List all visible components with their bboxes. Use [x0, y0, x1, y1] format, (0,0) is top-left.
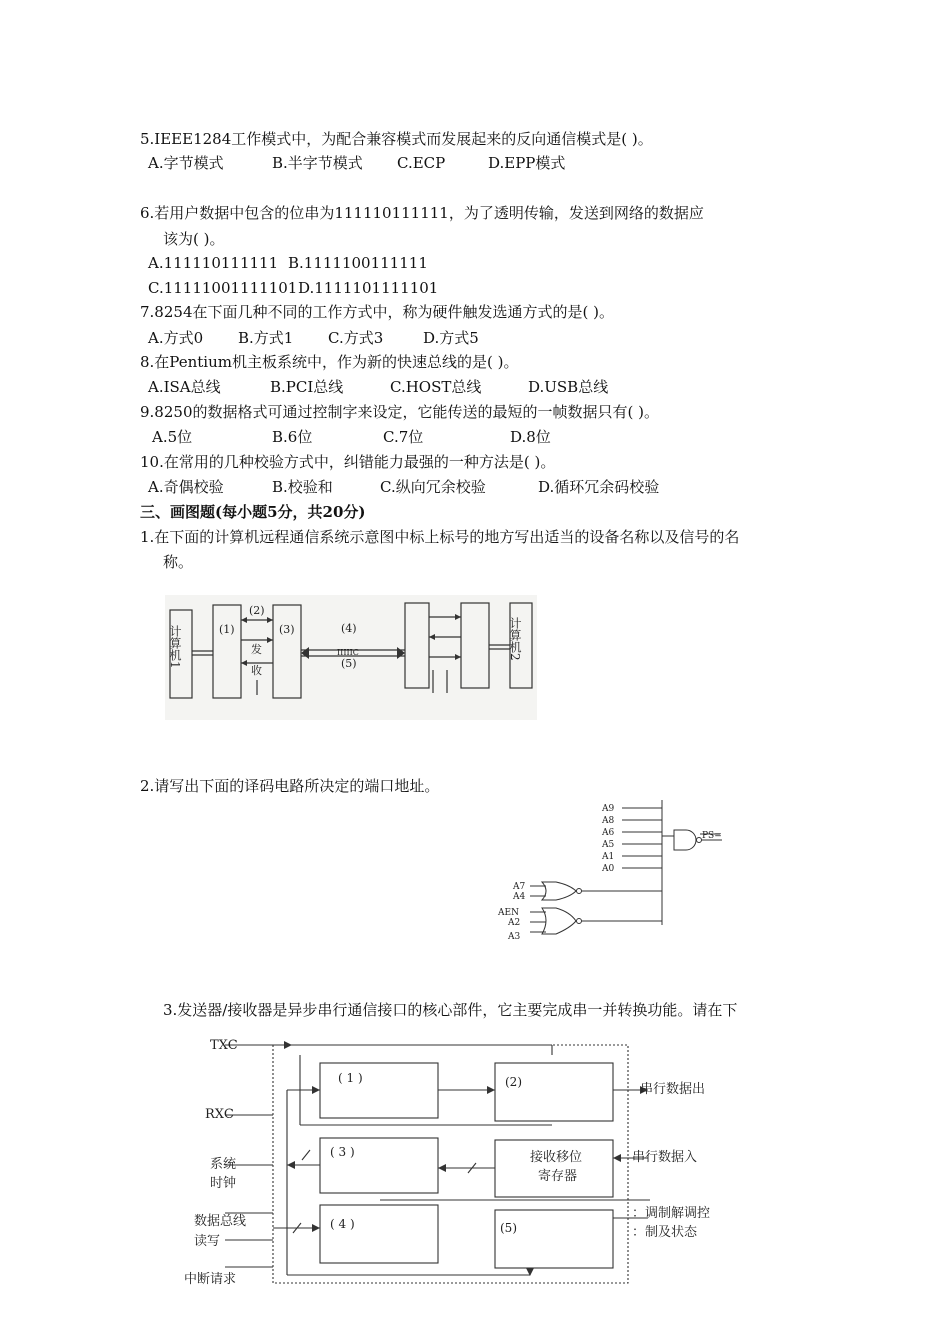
fig3-label-box1: ( 1 )	[338, 1071, 363, 1085]
q7-option-a: A.方式0	[148, 329, 204, 347]
q5-option-d: D.EPP模式	[488, 154, 566, 172]
fig3-box2	[495, 1063, 613, 1121]
fig2-label-a9: A9	[602, 804, 615, 814]
q7-stem: 7.8254在下面几种不同的工作方式中，称为硬件触发选通方式的是( )。	[140, 303, 614, 321]
q9-option-c: C.7位	[383, 428, 424, 446]
s3-q3: 3.发送器/接收器是异步串行通信接口的核心部件，它主要完成串一并转换功能。请在下	[163, 1001, 738, 1019]
fig3-label-sys-clock-1: 系统	[210, 1157, 237, 1172]
s3-q1-line2: 称。	[163, 553, 194, 571]
q10-option-a: A.奇偶校验	[148, 478, 224, 496]
q9-option-a: A.5位	[152, 428, 193, 446]
fig3-box5	[495, 1210, 613, 1268]
fig3-label-serial-out: 串行数据出	[640, 1082, 706, 1097]
q10-option-c: C.纵向冗余校验	[380, 478, 486, 496]
fig2-or-gate-2	[542, 908, 576, 934]
fig1-label-send: 发	[251, 643, 262, 656]
q8-option-c: C.HOST总线	[390, 378, 482, 396]
fig2-label-aen: AEN	[498, 908, 519, 918]
q8-option-b: B.PCI总线	[270, 378, 344, 396]
fig2-label-a8: A8	[602, 816, 615, 826]
fig1-label-computer2: 计算机2	[508, 617, 522, 661]
fig1-label-5: (5)	[341, 657, 357, 670]
fig3-label-rx-shift-1: 接收移位	[530, 1150, 583, 1165]
section3-title: 三、画图题(每小题5分，共20分)	[140, 503, 366, 521]
fig3-label-box3: ( 3 )	[330, 1145, 355, 1159]
s3-q1-line1: 1.在下面的计算机远程通信系统示意图中标上标号的地方写出适当的设备名称以及信号的名	[140, 528, 740, 546]
fig3-label-box2: (2)	[505, 1075, 522, 1089]
q10-option-b: B.校验和	[272, 478, 333, 496]
q7-option-b: B.方式1	[238, 329, 294, 347]
fig3-label-sys-clock-2: 时钟	[210, 1176, 237, 1191]
fig3-label-read-write: 读写	[194, 1234, 221, 1249]
fig3-diagram	[180, 1030, 740, 1290]
fig2-label-a4: A4	[513, 892, 526, 902]
q8-option-a: A.ISA总线	[148, 378, 221, 396]
fig3-label-txc: TXC	[210, 1038, 238, 1053]
fig3-label-data-bus: 数据总线	[194, 1214, 247, 1229]
fig1-box-remote-b	[461, 603, 489, 688]
fig1-label-4: (4)	[341, 622, 357, 635]
fig2-or-gate-1	[542, 882, 576, 900]
fig3-label-interrupt: 中断请求	[184, 1272, 237, 1287]
fig1-label-2: (2)	[249, 604, 265, 617]
fig2-and-gate	[674, 830, 696, 850]
fig3-label-modem-1: ：调制解调控	[632, 1206, 711, 1221]
fig1-label-code: IIIIIC	[337, 648, 359, 657]
fig3-label-modem-2: ：制及状态	[632, 1225, 698, 1240]
fig2-label-a6: A6	[602, 828, 615, 838]
fig3-label-box4: ( 4 )	[330, 1217, 355, 1231]
fig2-label-a3: A3	[508, 932, 521, 942]
fig1-diagram	[165, 595, 537, 720]
q5-option-b: B.半字节模式	[272, 154, 363, 172]
fig2-label-a1: A1	[602, 852, 615, 862]
fig1-box3	[273, 605, 301, 698]
q5-stem: 5.IEEE1284工作模式中，为配合兼容模式而发展起来的反向通信模式是( )。	[140, 130, 653, 148]
q8-stem: 8.在Pentium机主板系统中，作为新的快速总线的是( )。	[140, 353, 519, 371]
fig1-label-computer1: 计算机1	[168, 625, 182, 669]
q6-stem: 6.若用户数据中包含的位串为111110111111，为了透明传输，发送到网络的数据应	[140, 204, 704, 222]
q10-stem: 10.在常用的几种校验方式中，纠错能力最强的一种方法是( )。	[140, 453, 556, 471]
fig3-label-box5: (5)	[500, 1221, 517, 1235]
fig1-box1	[213, 605, 241, 698]
fig1-label-recv: 收	[251, 664, 262, 677]
q6-option-d: D.1111101111101	[298, 279, 439, 297]
fig1-box-remote-a	[405, 603, 429, 688]
s3-q2: 2.请写出下面的译码电路所决定的端口地址。	[140, 777, 440, 795]
fig2-label-a5: A5	[602, 840, 615, 850]
q6-option-b: B.1111100111111	[288, 254, 428, 272]
q6-option-c: C.11111001111101	[148, 279, 298, 297]
fig1-label-1: (1)	[219, 623, 235, 636]
fig2-label-a0: A0	[602, 864, 615, 874]
q7-option-d: D.方式5	[423, 329, 479, 347]
fig3-label-rxc: RXC	[205, 1107, 234, 1122]
fig2-diagram	[490, 800, 730, 945]
fig3-label-serial-in: 串行数据入	[632, 1150, 698, 1165]
q9-stem: 9.8250的数据格式可通过控制字来设定，它能传送的最短的一帧数据只有( )。	[140, 403, 659, 421]
fig1-label-3: (3)	[279, 623, 295, 636]
q6-option-a: A.111110111111	[148, 254, 279, 272]
q8-option-d: D.USB总线	[528, 378, 609, 396]
fig3-box4	[320, 1205, 438, 1263]
q6-stem-cont: 该为( )。	[163, 230, 225, 248]
q9-option-b: B.6位	[272, 428, 313, 446]
q9-option-d: D.8位	[510, 428, 551, 446]
fig2-label-a7: A7	[513, 882, 526, 892]
fig2-label-output: PS=	[702, 831, 722, 841]
q7-option-c: C.方式3	[328, 329, 384, 347]
q10-option-d: D.循环冗余码校验	[538, 478, 660, 496]
fig3-label-rx-shift-2: 寄存器	[538, 1169, 578, 1184]
q5-option-a: A.字节模式	[148, 154, 224, 172]
q5-option-c: C.ECP	[397, 154, 446, 172]
fig2-label-a2: A2	[508, 918, 521, 928]
